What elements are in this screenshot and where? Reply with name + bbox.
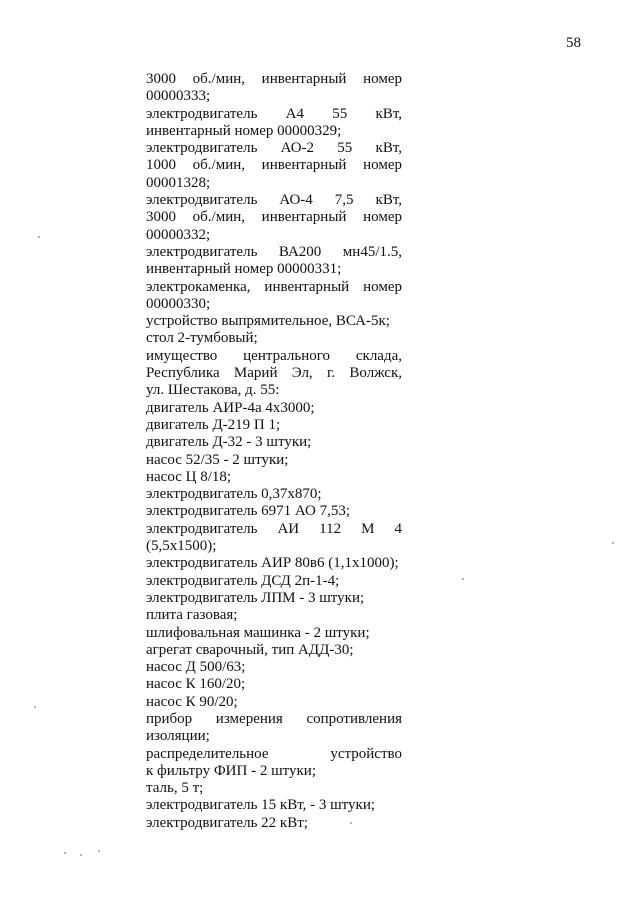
text-line: электродвигатель АИ 112 М 4: [146, 520, 402, 537]
text-line: имущество центрального склада,: [146, 347, 402, 364]
text-line: насос Ц 8/18;: [146, 468, 232, 485]
scan-speck: [462, 578, 464, 580]
text-line: устройство выпрямительное, ВСА-5к;: [146, 313, 390, 330]
text-line: агрегат сварочный, тип АДД-30;: [146, 641, 354, 658]
text-line: электродвигатель АО-2 55 кВт,: [146, 140, 402, 157]
text-line: ул. Шестакова, д. 55:: [146, 382, 280, 399]
text-line: двигатель Д-219 П 1;: [146, 416, 281, 433]
text-line: электродвигатель 0,37x870;: [146, 486, 322, 503]
text-line: изоляции;: [146, 728, 210, 745]
text-line: к фильтру ФИП - 2 штуки;: [146, 762, 316, 779]
scan-speck: [350, 822, 352, 824]
text-line: двигатель Д-32 - 3 штуки;: [146, 434, 312, 451]
text-line: насос Д 500/63;: [146, 659, 246, 676]
scan-speck: [64, 852, 66, 854]
document-body: [146, 71, 402, 832]
text-line: распределительное устройство: [146, 745, 402, 762]
text-line: электрокаменка, инвентарный номер: [146, 278, 402, 295]
text-line: 00000332;: [146, 226, 211, 243]
text-line: инвентарный номер 00000329;: [146, 122, 342, 139]
scan-speck: [34, 706, 36, 708]
text-line: электродвигатель АО-4 7,5 кВт,: [146, 192, 402, 209]
scan-speck: [98, 850, 100, 852]
text-line: насос 52/35 - 2 штуки;: [146, 451, 289, 468]
text-line: электродвигатель 6971 АО 7,53;: [146, 503, 350, 520]
text-line: стол 2-тумбовый;: [146, 330, 258, 347]
text-line: Республика Марий Эл, г. Волжск,: [146, 365, 402, 382]
text-line: шлифовальная машинка - 2 штуки;: [146, 624, 370, 641]
text-line: 1000 об./мин, инвентарный номер: [146, 157, 402, 174]
text-line: 00000333;: [146, 88, 211, 105]
text-line: электродвигатель ВА200 мн45/1.5,: [146, 243, 402, 260]
text-line: 00001328;: [146, 174, 211, 191]
text-line: инвентарный номер 00000331;: [146, 261, 342, 278]
text-line: электродвигатель ЛПМ - 3 штуки;: [146, 589, 365, 606]
text-line: таль, 5 т;: [146, 780, 204, 797]
text-line: (5,5x1500);: [146, 538, 217, 555]
text-line: 3000 об./мин, инвентарный номер: [146, 71, 402, 87]
text-line: электродвигатель ДСД 2п-1-4;: [146, 572, 340, 589]
scan-speck: [80, 854, 82, 856]
text-line: насос К 160/20;: [146, 676, 246, 693]
text-line: электродвигатель 22 кВт;: [146, 814, 308, 831]
scan-speck: [38, 236, 40, 238]
text-line: электродвигатель АИР 80в6 (1,1x1000);: [146, 555, 399, 572]
text-line: двигатель АИР-4а 4x3000;: [146, 399, 315, 416]
text-line: электродвигатель А4 55 кВт,: [146, 105, 402, 122]
text-line: электродвигатель 15 кВт, - 3 штуки;: [146, 797, 376, 814]
text-line: насос К 90/20;: [146, 693, 238, 710]
scan-speck: [612, 542, 614, 544]
text-line: плита газовая;: [146, 607, 238, 624]
text-line: 3000 об./мин, инвентарный номер: [146, 209, 402, 226]
text-line: 00000330;: [146, 295, 211, 312]
page-number: 58: [566, 35, 581, 51]
text-line: прибор измерения сопротивления: [146, 710, 402, 727]
